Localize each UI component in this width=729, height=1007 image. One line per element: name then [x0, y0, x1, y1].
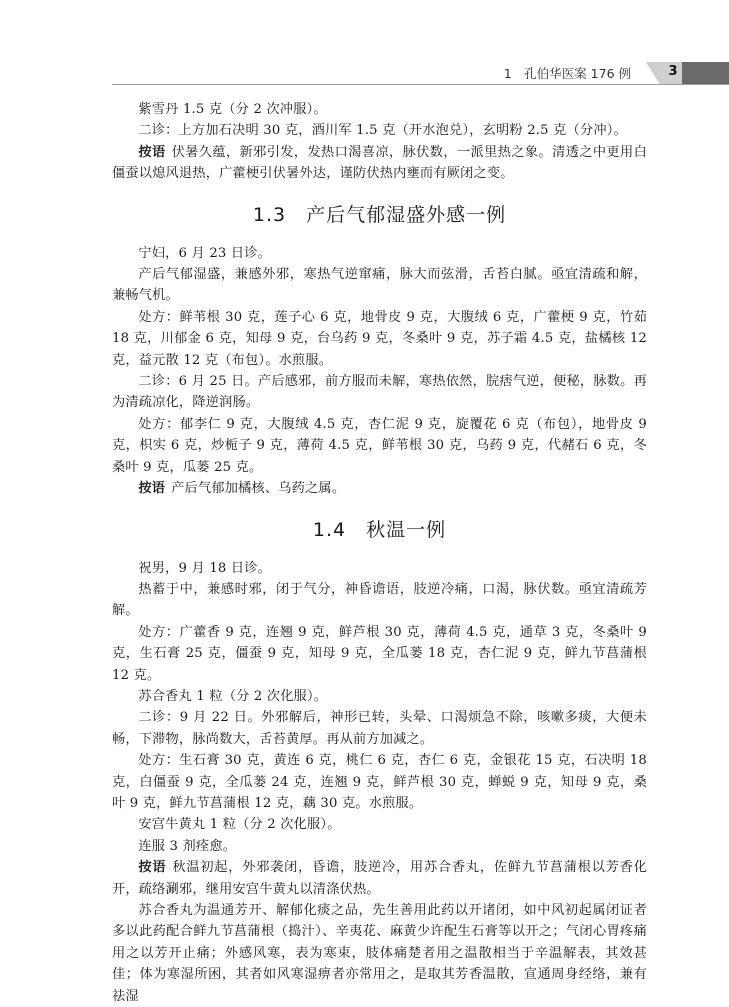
- paragraph: 安宫牛黄丸 1 粒（分 2 次化服）。: [138, 817, 341, 833]
- section-title: 秋温一例: [366, 518, 447, 541]
- paragraph: 宁妇，6 月 23 日诊。: [138, 245, 272, 261]
- paragraph: 二诊：9 月 22 日。外邪解后，神形已转，头晕、口渴烦急不除，咳嗽多痰，大便未畅，下滞物，脉尚数大，舌苔黄厚。再从前方加减之。: [112, 710, 647, 747]
- commentary-text: 伏暑久蕴，新邪引发，发热口渴喜凉，脉伏数，一派里热之象。清透之中更用白僵蚕以熄风退热，广藿梗引伏暑外达，谨防伏热内壅而有厥闭之变。: [112, 144, 647, 182]
- commentary-label: 按语: [138, 860, 167, 876]
- paragraph: 处方：鲜苇根 30 克，莲子心 6 克，地骨皮 9 克，大腹绒 6 克，广藿梗 9 克，竹茹 18 克，川郁金 6 克，知母 9 克，台乌药 9 克，冬桑叶 9 克，苏子霜 4.5 克，盐橘核 12 克，益元散 12 克（布包）。水煎服。: [112, 309, 647, 368]
- section-number: 1.4: [312, 518, 347, 541]
- commentary: [112, 142, 647, 185]
- section-number: 1.3: [252, 203, 287, 226]
- header-rule: [112, 84, 729, 85]
- paragraph: 连服 3 剂痊愈。: [138, 838, 237, 854]
- running-header: [0, 62, 729, 86]
- commentary: [112, 478, 647, 499]
- paragraph: 处方：生石膏 30 克，黄连 6 克，桃仁 6 克，杏仁 6 克，金银花 15 克，石决明 18 克，白僵蚕 9 克，全瓜蒌 24 克，连翘 9 克，鲜芦根 30 克，蝉蜕 9 克，知母 9 克，桑叶 9 克，鲜九节菖蒲根 12 克，藕 30 克。水煎服。: [112, 753, 647, 811]
- paragraph: 热蓄于中，兼感时邪，闭于气分，神昏谵语，肢逆冷痛，口渴，脉伏数。亟宜清疏芳解。: [112, 581, 647, 619]
- page-body: [112, 99, 647, 1007]
- paragraph: 紫雪丹 1.5 克（分 2 次冲服）。: [138, 102, 327, 117]
- paragraph: 产后气郁湿盛，兼感外邪，寒热气逆窜痛，脉大而弦滑，舌苔白腻。亟宜清疏和解，兼畅气机。: [112, 267, 647, 304]
- section-heading-1-4: [112, 515, 647, 545]
- commentary-label: 按语: [138, 144, 166, 160]
- page-number: 3: [668, 64, 678, 79]
- paragraph: 苏合香丸为温通芳开、解郁化痰之品，先生善用此药以开诸闭，如中风初起属闭证者多以此药配合鲜九节菖蒲根（捣汁）、辛夷花、麻黄少许配生石膏等以开之；气闭心胃疼痛用之以芳开止痛；外感风寒，表为寒束，肢体痛楚者用之温散相当于辛温解表，其效甚佳；体为寒湿所困，其者如风寒湿痹者亦常用之，是取其芳香温散，宣通周身经络，兼有祛湿: [112, 903, 647, 1004]
- section-heading-1-3: [112, 200, 647, 230]
- commentary-text: 秋温初起，外邪袭闭，昏谵，肢逆冷，用苏合香丸，佐鲜九节菖蒲根以芳香化开，疏络涮邪，继用安宫牛黄丸以清涤伏热。: [112, 860, 648, 897]
- running-title: 1 孔伯华医案 176 例: [503, 66, 631, 81]
- paragraph: 二诊：上方加石决明 30 克，酒川军 1.5 克（开水泡兑），玄明粉 2.5 克（分冲）。: [138, 123, 627, 139]
- commentary-label: 按语: [138, 481, 166, 497]
- paragraph: 处方：广藿香 9 克，连翘 9 克，鲜芦根 30 克，薄荷 4.5 克，通草 3 克，冬桑叶 9 克，生石膏 25 克，僵蚕 9 克，知母 9 克，全瓜蒌 18 克，杏仁泥 9 克，鲜九节菖蒲根 12 克。: [112, 624, 647, 683]
- paragraph: 苏合香丸 1 粒（分 2 次化服）。: [138, 688, 328, 704]
- commentary: [112, 857, 647, 900]
- paragraph: 二诊：6 月 25 日。产后感邪，前方服而未解，寒热依然，脘痞气逆，便秘，脉数。再为清疏凉化，降逆润肠。: [112, 374, 647, 411]
- section-title: 产后气郁湿盛外感一例: [306, 203, 507, 226]
- paragraph: 祝男，9 月 18 日诊。: [138, 560, 272, 576]
- paragraph: 处方：郁李仁 9 克，大腹绒 4.5 克，杏仁泥 9 克，旋覆花 6 克（布包），地骨皮 9 克，枳实 6 克，炒栀子 9 克，薄荷 4.5 克，鲜苇根 30 克，乌药 9 克，代赭石 6 克，冬桑叶 9 克，瓜蒌 25 克。: [112, 416, 647, 475]
- commentary-text: 产后气郁加橘核、乌药之属。: [171, 481, 346, 497]
